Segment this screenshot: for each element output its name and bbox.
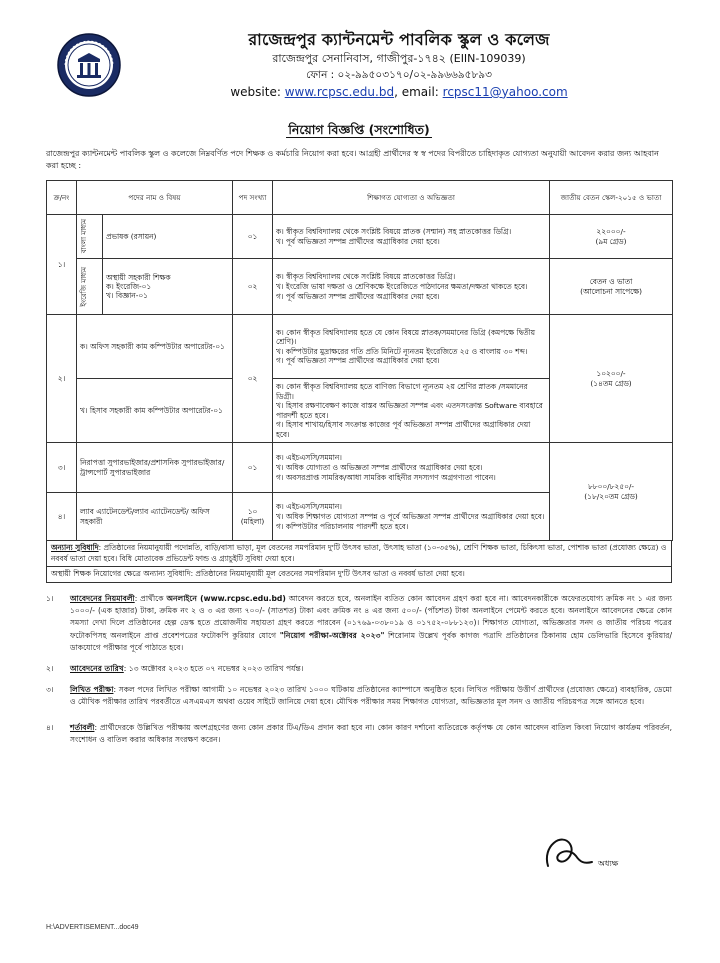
qualification-cell	[273, 215, 550, 259]
email-label: , email:	[394, 84, 443, 99]
qualification-item: ক। কোন স্বীকৃত বিশ্ববিদ্যালয় হতে বাণিজ্য বিভাগে ন্যূনতম ২য় শ্রেণির স্নাতক /সমমানের ডিগ্রী।	[276, 382, 528, 401]
qualification-item: গ। কম্পিউটার পরিচালনায় পারদর্শী হতে হবে।	[276, 521, 409, 531]
section-application-date	[46, 663, 672, 675]
section-written-exam	[46, 684, 672, 708]
qualification-item: ক। স্বীকৃত বিশ্ববিদ্যালয় থেকে সংশ্লিষ্ট বিষয়ে স্নাতক (সম্মান) সহ স্নাতকোত্তর ডিগ্রি।	[276, 227, 512, 236]
section-label: লিখিত পরীক্ষা	[70, 685, 114, 695]
benefits-text: : প্রতিষ্ঠানের নিয়মানুযায়ী পদোন্নতি, বাড়ি/বাসা ভাড়া, মূল বেতনের সমপরিমান দু'টি উৎসব ভাতা, উৎসাহ ভাতা (১০-৩৫%), শ্রেণি শিক্ষক ভাতা, চিকিৎসা ভাতা, পোশাক ভাতা (প্রযোজ্য ক্ষেত্রে) ও নববর্ষ ভাতা দেয়া হবে। বিধি মোতাবেক প্রভিডেন্ট ফান্ড ও গ্র্যাচুইটি সুবিধা দেয়া হবে।	[51, 543, 667, 563]
header-serial: ক্র/নং	[47, 181, 77, 215]
row-serial: ৪।	[47, 493, 77, 541]
table-header-row	[47, 181, 673, 215]
salary-amount: ৮৮০০/৮২৫০/-	[587, 482, 635, 492]
post-count: ০২	[233, 315, 273, 443]
posts-table	[46, 180, 673, 541]
qualification-item: ক। কোন স্বীকৃত বিশ্ববিদ্যালয় হতে যে কোন বিষয়ে স্নাতক/সমমানের ডিগ্রি (কমপক্ষে দ্বিতীয় শ্রেণি)।	[276, 327, 535, 346]
section-number: ৩।	[46, 685, 54, 695]
qualification-item: গ। অবসরপ্রাপ্ত সামরিক/আধা সামরিক বাহিনীর সদস্যগণ অগ্রগণ্যতা পাবেন।	[276, 472, 496, 482]
section-body: শর্তাবলী: প্রার্থীদেরকে উল্লিখিত পরীক্ষায় অংশগ্রহণের জন্য কোন প্রকার টিএ/ডিএ প্রদান করা হবে না। কোন কারণ দর্শানো ব্যতিরেকে কর্তৃপক্ষ যে কোন আবেদন বাতিল কিংবা নিয়োগ কার্যক্রম পরিবর্তন, সংশোধন ও বাতিল করার অধিকার সংরক্ষণ করেন।	[70, 723, 672, 745]
table-row	[47, 443, 673, 493]
qualification-item: খ। অধিক যোগ্যতা ও অভিজ্ঞতা সম্পন্ন প্রার্থীদের অগ্রাধিকার দেয়া হবে।	[276, 462, 483, 472]
salary-cell	[550, 443, 673, 541]
qualification-cell	[273, 493, 550, 541]
post-count: ০২	[233, 259, 273, 315]
post-count: ০১	[233, 215, 273, 259]
salary-cell	[550, 259, 673, 315]
header-count: পদ সংখ্যা	[233, 181, 273, 215]
salary-grade: (আলোচনা সাপেক্ষে)	[580, 286, 642, 296]
header-qualification: শিক্ষাগত যোগ্যতা ও অভিজ্ঞতা	[273, 181, 550, 215]
post-name-cell	[103, 259, 233, 315]
school-address: রাজেন্দ্রপুর সেনানিবাস, গাজীপুর-১৭৪২ (EIIN-109039)	[272, 52, 526, 65]
website-label: website:	[230, 84, 285, 99]
post-name: প্রভাষক (রসায়ন)	[103, 215, 233, 259]
salary-amount: বেতন ও ভাতা	[589, 277, 633, 287]
qualification-cell	[273, 315, 550, 379]
post-count-note: (মহিলা)	[240, 516, 265, 526]
principal-signature	[540, 826, 620, 876]
table-row	[47, 259, 673, 315]
letterhead-text	[126, 30, 672, 100]
website-link[interactable]: www.rcpsc.edu.bd	[284, 84, 395, 99]
section-number: ২।	[46, 663, 54, 673]
section-body: লিখিত পরীক্ষা: সকল পদের লিখিত পরীক্ষা আগামী ১০ নভেম্বর ২০২৩ তারিখ ১০০০ ঘটিকায় প্রতিষ্ঠানের ক্যাম্পাসে অনুষ্ঠিত হবে। লিখিত পরীক্ষায় উত্তীর্ণ প্রার্থীদের (প্রযোজ্য ক্ষেত্রে) ব্যবহারিক, ডেমো ও মৌখিক পরীক্ষার তারিখ পরবর্তীতে এসএমএস অথবা ওয়েব সাইটে জানিয়ে দেয়া হবে। মৌখিক পরীক্ষার সময় শিক্ষাগত যোগ্যতা, অভিজ্ঞতার মূল সনদ ও জাতীয় পরিচয়পত্র সঙ্গে আনতে হবে।	[70, 685, 672, 707]
table-row	[47, 215, 673, 259]
file-path-footer: H:\ADVERTISEMENT...doc49	[46, 924, 139, 931]
post-count: ১০	[247, 507, 258, 517]
qualification-cell	[273, 443, 550, 493]
header-salary: জাতীয় বেতন স্কেল-২০১৫ ও ভাতা	[550, 181, 673, 215]
post-name: ক। অফিস সহকারী কাম কম্পিউটার অপারেটর-০১	[77, 315, 233, 379]
signature-suffix: অধ্যক্ষ	[598, 859, 619, 868]
letterhead	[46, 26, 672, 142]
post-name: ল্যাব এ্যাটেনডেন্ট/ল্যাব এ্যাটেনডেন্ট/ অফিস সহকারী	[77, 493, 233, 541]
school-name: রাজেন্দ্রপুর ক্যান্টনমেন্ট পাবলিক স্কুল ও কলেজ	[248, 30, 550, 49]
salary-grade: (১৪তম গ্রেড)	[590, 378, 632, 388]
contact-line	[126, 85, 672, 100]
salary-grade: (৯ম গ্রেড)	[595, 236, 627, 246]
post-subject: খ। বিজ্ঞান-০১	[106, 291, 148, 301]
row-serial: ৩।	[47, 443, 77, 493]
qualification-cell	[273, 259, 550, 315]
qualification-item: খ। পূর্ব অভিজ্ঞতা সম্পন্ন প্রার্থীদের অগ্রাধিকার দেয়া হবে।	[276, 236, 440, 246]
salary-cell	[550, 215, 673, 259]
other-benefits	[46, 541, 672, 567]
qualification-item: গ। হিসাব শাখায়/হিসাব সংক্রান্ত কাজের পূর্ব অভিজ্ঞতা সম্পন্ন প্রার্থীদের অগ্রাধিকার দেয়া হবে।	[276, 420, 531, 439]
header-post: পদের নাম ও বিষয়	[77, 181, 233, 215]
qualification-item: ক। স্বীকৃত বিশ্ববিদ্যালয় থেকে সংশ্লিষ্ট বিষয়ে স্নাতকোত্তর ডিগ্রি।	[276, 272, 456, 282]
section-body: আবেদনের তারিখ: ১৩ অক্টোবর ২০২৩ হতে ০৭ নভেম্বর ২০২৩ তারিখ পর্যন্ত।	[70, 663, 304, 673]
row-serial: ১।	[47, 215, 77, 315]
post-name: অস্থায়ী সহকারী শিক্ষক	[106, 272, 171, 282]
notice-title: নিয়োগ বিজ্ঞপ্তি (সংশোধিত)	[288, 122, 430, 137]
exam-title: "নিয়োগ পরীক্ষা-অক্টোবর ২০২৩"	[279, 630, 385, 640]
qualification-item: গ। পূর্ব অভিজ্ঞতা সম্পন্ন প্রার্থীদের অগ্রাধিকার দেয়া হবে।	[276, 356, 440, 366]
school-crest-icon	[56, 32, 122, 98]
post-count: ০১	[233, 443, 273, 493]
medium-cell: ইংরেজি মাধ্যম	[77, 259, 103, 315]
post-name: নিরাপত্তা সুপারভাইজার/প্রশাসনিক সুপারভাইজার/ট্রান্সপোর্ট সুপারভাইজার	[77, 443, 233, 493]
section-label: আবেদনের নিয়মাবলী	[70, 594, 135, 604]
qualification-item: খ। অধিক শিক্ষাগত যোগ্যতা সম্পন্ন ও পূর্বে অভিজ্ঞতা সম্পন্ন প্রার্থীদের অগ্রাধিকার দেয়া হবে।	[276, 511, 545, 521]
row-serial: ২।	[47, 315, 77, 443]
section-label: শর্তাবলী	[70, 723, 95, 733]
benefits-label: অন্যান্য সুবিধাদি	[51, 543, 99, 552]
section-conditions	[46, 722, 672, 746]
email-link[interactable]: rcpsc11@yahoo.com	[442, 84, 568, 99]
section-application-rules	[46, 593, 672, 654]
salary-cell	[550, 315, 673, 443]
teacher-benefits-text: অস্থায়ী শিক্ষক নিয়োগের ক্ষেত্রে অন্যান্য সুবিধাদি: প্রতিষ্ঠানের নিয়মানুযায়ী মূল বেতনের সমপরিমান দু'টি উৎসব ভাতা ও নববর্ষ ভাতা দেয়া হবে।	[51, 569, 465, 579]
qualification-item: ক। এইচএসসি/সমমান।	[276, 502, 342, 512]
medium-cell: বাংলা মাধ্যম	[77, 215, 103, 259]
online-link: অনলাইনে (www.rcpsc.edu.bd)	[166, 594, 286, 604]
table-row	[47, 315, 673, 379]
school-phone: ফোন : ০২-৯৯৫০৩১৭০/০২-৯৯৬৬৯৫৮৯৩	[306, 68, 492, 81]
salary-amount: ২২০০০/-	[596, 227, 626, 237]
qualification-item: খ। কম্পিউটার মুদ্রাক্ষরের গতি প্রতি মিনিটে ন্যূনতম ইংরেজিতে ২৫ ও বাংলায় ৩০ শব্দ।	[276, 346, 528, 356]
salary-grade: (১৮/২০তম গ্রেড)	[584, 491, 638, 501]
qualification-item: ক। এইচএসসি/সমমান।	[276, 453, 342, 463]
qualification-item: গ। পূর্ব অভিজ্ঞতা সম্পন্ন প্রার্থীদের অগ্রাধিকার দেয়া হবে।	[276, 291, 440, 301]
qualification-cell	[273, 379, 550, 443]
post-subject: ক। ইংরেজি-০১	[106, 281, 152, 291]
salary-amount: ১০২০০/-	[596, 369, 626, 379]
section-body: আবেদনের নিয়মাবলী: প্রার্থীকে অনলাইনে (www.rcpsc.edu.bd) আবেদন করতে হবে, অনলাইন ব্যতিত কোন আবেদন গ্রহণ করা হবে না। আবেদনকারীকে অফেরতযোগ্য ক্রমিক নং ১ এর জন্য ১০০০/- (এক হাজার) টাকা, ক্রমিক নং ২ ও ৩ এর জন্য ৭০০/- (সাতশত) টাকা এবং ক্রমিক নং ৪ এর জন্য ৫০০/- (পাঁচশত) টাকা অনলাইনে পেমেন্ট করতে হবে। অনলাইনে আবেদনের ক্ষেত্রে কোন সমস্যা দেখা দিলে প্রতিষ্ঠানের হেল্প ডেস্ক হতে প্রয়োজনীয় সহায়তা গ্রহণ করতে পারবেন (০১৭৬৯-০৩৮০১৯ ও ০১৭৫২-০৮৮১২৩)। শিক্ষাগত যোগ্যতা, অভিজ্ঞতার সনদ ও জাতীয় পরিচয় পত্রের ফটোকপিসহ অনলাইনে প্রাপ্ত প্রবেশপত্রের ফটোকপি কুরিয়ার যোগে "নিয়োগ পরীক্ষা-অক্টোবর ২০২৩" শিরোনাম উল্লেখ পূর্বক কাগজ পত্রাদি প্রতিষ্ঠানের ঠিকানায় হোম ডেলিভারি হিসেবে কুরিয়ার/ডাকযোগে পরীক্ষার পূর্বে পাঠাতে হবে।	[70, 594, 673, 652]
qualification-item: খ। হিসাব রক্ষণাবেক্ষণ কাজে বাস্তব অভিজ্ঞতা সম্পন্ন এবং এতদসংক্রান্ত Software ব্যবহারে পারদর্শী হতে হবে।	[276, 401, 543, 420]
section-label: আবেদনের তারিখ	[70, 663, 124, 673]
section-number: ১।	[46, 594, 54, 604]
section-number: ৪।	[46, 723, 54, 733]
teacher-benefits	[46, 567, 672, 583]
post-name: খ। হিসাব সহকারী কাম কম্পিউটার অপারেটর-০১	[77, 379, 233, 443]
intro-paragraph: রাজেন্দ্রপুর ক্যান্টনমেন্ট পাবলিক স্কুল ও কলেজে নিম্নবর্ণিত পদে শিক্ষক ও কর্মচারি নিয়োগ করা হবে। আগ্রহী প্রার্থীদের স্ব স্ব পদের বিপরীতে চাহিদাকৃত যোগ্যতা অনুযায়ী আবেদন করার জন্য আহবান করা হচ্ছে :	[46, 149, 659, 170]
qualification-item: খ। ইংরেজি ভাষা দক্ষতা ও শ্রেণিকক্ষে ইংরেজিতে পাঠদানের ক্ষমতা/দক্ষতা থাকতে হবে।	[276, 281, 528, 291]
post-count-cell	[233, 493, 273, 541]
